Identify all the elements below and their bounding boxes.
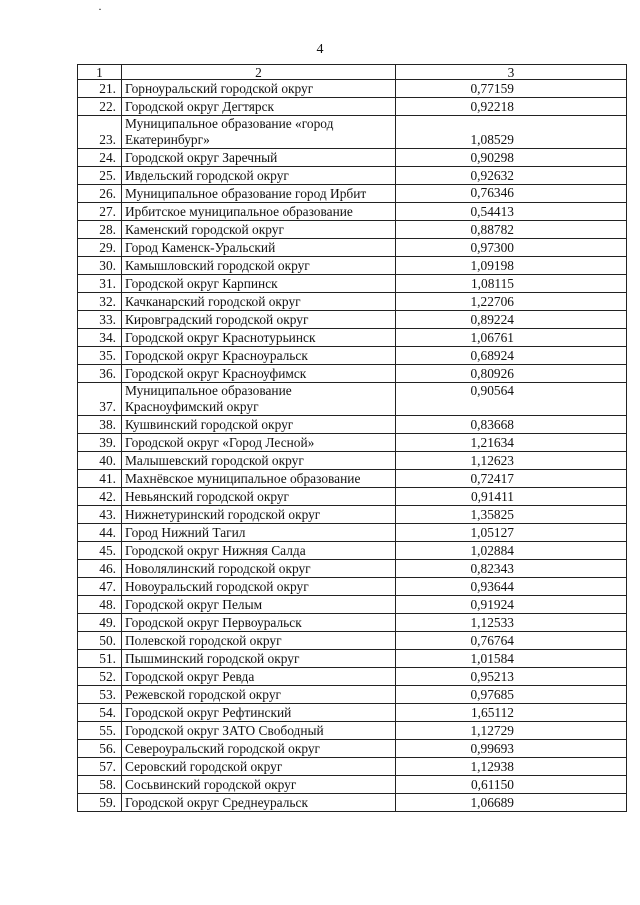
coefficient-value: 1,09198: [396, 257, 627, 275]
table-row: [78, 434, 627, 452]
coefficient-value: 0,61150: [396, 776, 627, 794]
municipality-name: Кировградский городской округ: [122, 311, 396, 329]
coefficient-value: 1,08115: [396, 275, 627, 293]
municipality-name: Городской округ Ревда: [122, 668, 396, 686]
table-row: [78, 776, 627, 794]
row-number: 53.: [78, 686, 122, 704]
coefficient-value: 1,02884: [396, 542, 627, 560]
municipality-name: Городской округ «Город Лесной»: [122, 434, 396, 452]
row-number: 24.: [78, 149, 122, 167]
coefficient-value: 1,21634: [396, 434, 627, 452]
row-number: 28.: [78, 221, 122, 239]
table-row: [78, 311, 627, 329]
row-number: 30.: [78, 257, 122, 275]
row-number: 33.: [78, 311, 122, 329]
municipality-name: Махнёвское муниципальное образование: [122, 470, 396, 488]
table-row: [78, 293, 627, 311]
municipality-name: Городской округ Дегтярск: [122, 98, 396, 116]
municipality-name: Качканарский городской округ: [122, 293, 396, 311]
municipality-name: Малышевский городской округ: [122, 452, 396, 470]
table-row: [78, 167, 627, 185]
coefficient-value: 1,22706: [396, 293, 627, 311]
coefficient-value: 0,68924: [396, 347, 627, 365]
row-number: 22.: [78, 98, 122, 116]
coefficient-value: 0,99693: [396, 740, 627, 758]
row-number: 27.: [78, 203, 122, 221]
row-number: 32.: [78, 293, 122, 311]
table-row: [78, 149, 627, 167]
row-number: 50.: [78, 632, 122, 650]
table-row: [78, 506, 627, 524]
table-header-row: [78, 65, 627, 80]
row-number: 52.: [78, 668, 122, 686]
row-number: 41.: [78, 470, 122, 488]
municipality-coefficient-table: [77, 64, 627, 812]
row-number: 23.: [78, 116, 122, 149]
table-row: [78, 116, 627, 149]
row-number: 44.: [78, 524, 122, 542]
table-row: [78, 470, 627, 488]
municipality-name: Городской округ Краснотурьинск: [122, 329, 396, 347]
municipality-name: Невьянский городской округ: [122, 488, 396, 506]
municipality-name: Городской округ Рефтинский: [122, 704, 396, 722]
municipality-name: Сосьвинский городской округ: [122, 776, 396, 794]
coefficient-value: 0,92632: [396, 167, 627, 185]
coefficient-value: 0,88782: [396, 221, 627, 239]
coefficient-value: 0,91411: [396, 488, 627, 506]
page-number: 4: [316, 42, 324, 57]
coefficient-value: 0,91924: [396, 596, 627, 614]
row-number: 57.: [78, 758, 122, 776]
municipality-name: Каменский городской округ: [122, 221, 396, 239]
table-row: [78, 452, 627, 470]
header-col-2: 2: [122, 65, 396, 80]
municipality-name: Город Каменск-Уральский: [122, 239, 396, 257]
row-number: 39.: [78, 434, 122, 452]
municipality-name: Городской округ Заречный: [122, 149, 396, 167]
row-number: 56.: [78, 740, 122, 758]
municipality-name: Городской округ ЗАТО Свободный: [122, 722, 396, 740]
row-number: 34.: [78, 329, 122, 347]
table-row: [78, 257, 627, 275]
coefficient-value: 1,12623: [396, 452, 627, 470]
coefficient-value: 1,12729: [396, 722, 627, 740]
municipality-name: Нижнетуринский городской округ: [122, 506, 396, 524]
municipality-name: Североуральский городской округ: [122, 740, 396, 758]
row-number: 31.: [78, 275, 122, 293]
coefficient-value: 1,06761: [396, 329, 627, 347]
table-row: [78, 740, 627, 758]
coefficient-value: 0,76346: [396, 185, 627, 203]
table-row: [78, 221, 627, 239]
row-number: 21.: [78, 80, 122, 98]
coefficient-value: 1,01584: [396, 650, 627, 668]
municipality-name: Муниципальное образование Красноуфимский округ: [122, 383, 396, 416]
municipality-name: Пышминский городской округ: [122, 650, 396, 668]
header-col-3: 3: [396, 65, 627, 80]
coefficient-value: 0,72417: [396, 470, 627, 488]
coefficient-value: 1,65112: [396, 704, 627, 722]
table-row: [78, 722, 627, 740]
row-number: 59.: [78, 794, 122, 812]
table-row: [78, 596, 627, 614]
row-number: 38.: [78, 416, 122, 434]
row-number: 46.: [78, 560, 122, 578]
row-number: 48.: [78, 596, 122, 614]
coefficient-value: 1,12938: [396, 758, 627, 776]
municipality-name: Городской округ Карпинск: [122, 275, 396, 293]
coefficient-value: 0,89224: [396, 311, 627, 329]
table-row: [78, 185, 627, 203]
table-row: [78, 80, 627, 98]
municipality-name: Новолялинский городской округ: [122, 560, 396, 578]
row-number: 54.: [78, 704, 122, 722]
coefficient-value: 0,82343: [396, 560, 627, 578]
row-number: 51.: [78, 650, 122, 668]
table-row: [78, 542, 627, 560]
table-row: [78, 578, 627, 596]
municipality-name: Камышловский городской округ: [122, 257, 396, 275]
coefficient-value: 0,93644: [396, 578, 627, 596]
table-row: [78, 524, 627, 542]
table-row: [78, 560, 627, 578]
table-row: [78, 632, 627, 650]
header-col-1: 1: [78, 65, 122, 80]
municipality-name: Ивдельский городской округ: [122, 167, 396, 185]
table-row: [78, 275, 627, 293]
municipality-name: Городской округ Пелым: [122, 596, 396, 614]
table-row: [78, 347, 627, 365]
row-number: 25.: [78, 167, 122, 185]
table-row: [78, 686, 627, 704]
table-row: [78, 704, 627, 722]
table-row: [78, 365, 627, 383]
row-number: 55.: [78, 722, 122, 740]
row-number: 42.: [78, 488, 122, 506]
row-number: 36.: [78, 365, 122, 383]
row-number: 49.: [78, 614, 122, 632]
municipality-name: Полевской городской округ: [122, 632, 396, 650]
municipality-name: Городской округ Среднеуральск: [122, 794, 396, 812]
coefficient-value: 0,76764: [396, 632, 627, 650]
table-row: [78, 98, 627, 116]
coefficient-value: 0,90564: [396, 383, 627, 416]
municipality-name: Городской округ Нижняя Салда: [122, 542, 396, 560]
table-row: [78, 614, 627, 632]
municipality-name: Городской округ Красноуфимск: [122, 365, 396, 383]
coefficient-value: 1,08529: [396, 116, 627, 149]
page-mark: ·: [98, 2, 102, 16]
table-row: [78, 416, 627, 434]
row-number: 35.: [78, 347, 122, 365]
table-row: [78, 794, 627, 812]
coefficient-value: 0,54413: [396, 203, 627, 221]
municipality-name: Муниципальное образование «город Екатеринбург»: [122, 116, 396, 149]
row-number: 47.: [78, 578, 122, 596]
coefficient-value: 0,83668: [396, 416, 627, 434]
coefficient-value: 1,35825: [396, 506, 627, 524]
coefficient-value: 0,92218: [396, 98, 627, 116]
municipality-name: Кушвинский городской округ: [122, 416, 396, 434]
row-number: 45.: [78, 542, 122, 560]
row-number: 43.: [78, 506, 122, 524]
municipality-name: Город Нижний Тагил: [122, 524, 396, 542]
row-number: 26.: [78, 185, 122, 203]
municipality-name: Городской округ Первоуральск: [122, 614, 396, 632]
coefficient-value: 1,12533: [396, 614, 627, 632]
row-number: 40.: [78, 452, 122, 470]
table-row: [78, 650, 627, 668]
table-row: [78, 239, 627, 257]
table-row: [78, 488, 627, 506]
coefficient-value: 0,90298: [396, 149, 627, 167]
municipality-name: Серовский городской округ: [122, 758, 396, 776]
table-row: [78, 203, 627, 221]
coefficient-value: 1,06689: [396, 794, 627, 812]
table-row: [78, 758, 627, 776]
row-number: 58.: [78, 776, 122, 794]
municipality-name: Ирбитское муниципальное образование: [122, 203, 396, 221]
coefficient-value: 0,97685: [396, 686, 627, 704]
municipality-name: Городской округ Красноуральск: [122, 347, 396, 365]
table-row: [78, 329, 627, 347]
municipality-name: Горноуральский городской округ: [122, 80, 396, 98]
municipality-name: Новоуральский городской округ: [122, 578, 396, 596]
coefficient-value: 0,77159: [396, 80, 627, 98]
row-number: 37.: [78, 383, 122, 416]
coefficient-value: 0,80926: [396, 365, 627, 383]
table-row: [78, 383, 627, 416]
coefficient-value: 0,97300: [396, 239, 627, 257]
coefficient-value: 1,05127: [396, 524, 627, 542]
municipality-name: Муниципальное образование город Ирбит: [122, 185, 396, 203]
row-number: 29.: [78, 239, 122, 257]
municipality-name: Режевской городской округ: [122, 686, 396, 704]
coefficient-value: 0,95213: [396, 668, 627, 686]
table-row: [78, 668, 627, 686]
